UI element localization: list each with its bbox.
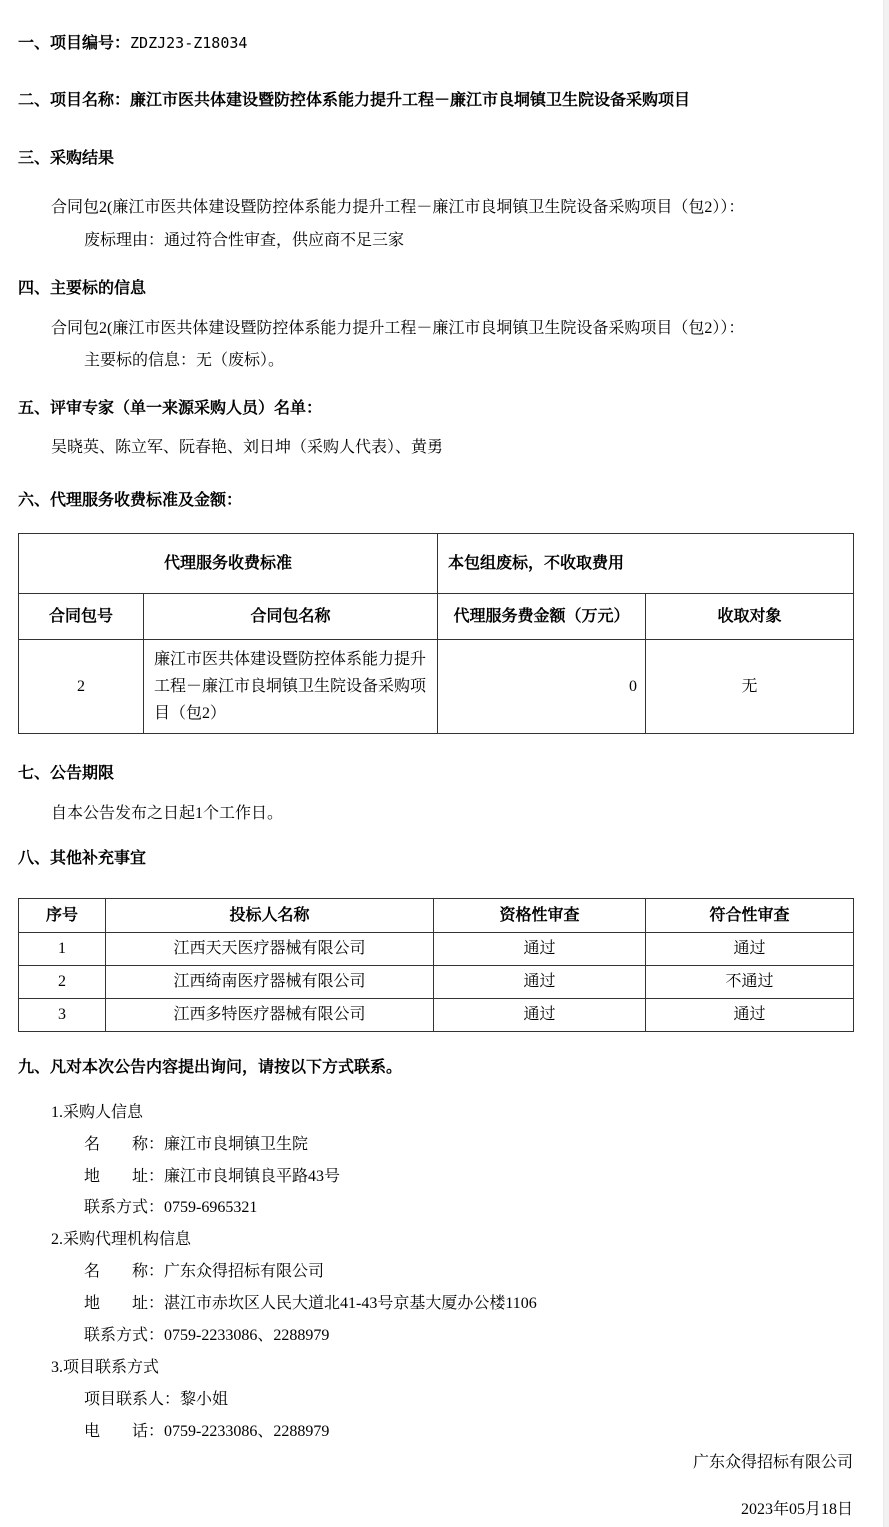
section-3-package-line: 合同包2(廉江市医共体建设暨防控体系能力提升工程－廉江市良垌镇卫生院设备采购项目（包2））：	[51, 199, 745, 216]
announcement-period-text: 自本公告发布之日起1个工作日。	[51, 805, 284, 822]
fee-table-column-header-row	[19, 594, 854, 640]
review-cell-bidder: 江西绮南医疗器械有限公司	[106, 966, 434, 999]
purchaser-phone: 联系方式：0759-6965321	[84, 1199, 258, 1216]
agency-address: 地 址：湛江市赤坎区人民大道北41-43号京基大厦办公楼1106	[84, 1295, 537, 1312]
footer-date: 2023年05月18日	[740, 1501, 853, 1518]
review-cell-qualification: 通过	[434, 999, 646, 1032]
agency-phone: 联系方式：0759-2233086、2288979	[84, 1327, 330, 1344]
review-cell-bidder: 江西多特医疗器械有限公司	[106, 999, 434, 1032]
section-2-heading: 二、项目名称：廉江市医共体建设暨防控体系能力提升工程－廉江市良垌镇卫生院设备采购项目	[18, 92, 691, 109]
fee-col-package-no: 合同包号	[19, 594, 144, 640]
section-7-heading: 七、公告期限	[18, 765, 115, 782]
fee-standard-header-cell: 代理服务收费标准	[19, 534, 438, 594]
fee-cell-charge-target: 无	[646, 640, 854, 734]
review-col-no: 序号	[19, 899, 106, 933]
agency-fee-table	[18, 533, 854, 734]
project-number-value: ZDZJ23-Z18034	[130, 34, 248, 52]
bidder-review-table	[18, 898, 854, 1032]
review-table-row	[19, 966, 854, 999]
review-col-conformity: 符合性审查	[646, 899, 854, 933]
project-number-label: 一、项目编号：	[18, 35, 131, 52]
section-6-heading: 六、代理服务收费标准及金额：	[18, 492, 243, 509]
fee-cell-package-no: 2	[19, 640, 144, 734]
review-col-bidder: 投标人名称	[106, 899, 434, 933]
agency-info-title: 2.采购代理机构信息	[51, 1231, 192, 1248]
section-4-heading: 四、主要标的信息	[18, 280, 147, 297]
section-3-heading: 三、采购结果	[18, 150, 115, 167]
review-cell-conformity: 通过	[646, 999, 854, 1032]
section-5-heading: 五、评审专家（单一来源采购人员）名单：	[18, 400, 323, 417]
purchaser-name: 名 称：廉江市良垌镇卫生院	[84, 1136, 309, 1153]
section-4-package-line: 合同包2(廉江市医共体建设暨防控体系能力提升工程－廉江市良垌镇卫生院设备采购项目（包2））：	[51, 320, 745, 337]
agency-name: 名 称：广东众得招标有限公司	[84, 1263, 325, 1280]
purchaser-address: 地 址：廉江市良垌镇良平路43号	[84, 1168, 341, 1185]
fee-table-merged-header-row	[19, 534, 854, 594]
fee-col-package-name: 合同包名称	[144, 594, 438, 640]
review-cell-conformity: 通过	[646, 933, 854, 966]
footer-agency-signature: 广东众得招标有限公司	[692, 1454, 853, 1471]
fee-col-charge-target: 收取对象	[646, 594, 854, 640]
review-table-header-row	[19, 899, 854, 933]
review-cell-no: 2	[19, 966, 106, 999]
review-cell-no: 1	[19, 933, 106, 966]
project-contact-phone: 电 话：0759-2233086、2288979	[84, 1423, 330, 1440]
fee-cell-amount: 0	[438, 640, 646, 734]
section-8-heading: 八、其他补充事宜	[18, 850, 147, 867]
section-9-heading: 九、凡对本次公告内容提出询问，请按以下方式联系。	[18, 1059, 403, 1076]
fee-cell-package-name: 廉江市医共体建设暨防控体系能力提升工程－廉江市良垌镇卫生院设备采购项目（包2）	[144, 640, 438, 734]
fee-note-header-cell: 本包组废标，不收取费用	[438, 534, 854, 594]
review-cell-no: 3	[19, 999, 106, 1032]
section-3-reject-reason: 废标理由：通过符合性审查，供应商不足三家	[84, 232, 405, 249]
fee-table-data-row	[19, 640, 854, 734]
review-cell-bidder: 江西天天医疗器械有限公司	[106, 933, 434, 966]
fee-col-amount: 代理服务费金额（万元）	[438, 594, 646, 640]
expert-name-list: 吴晓英、陈立军、阮春艳、刘日坤（采购人代表）、黄勇	[51, 439, 444, 456]
review-table-row	[19, 933, 854, 966]
review-table-row	[19, 999, 854, 1032]
section-1-heading	[18, 33, 853, 54]
project-contact-person: 项目联系人：黎小姐	[84, 1391, 229, 1408]
project-contact-title: 3.项目联系方式	[51, 1359, 160, 1376]
purchaser-info-title: 1.采购人信息	[51, 1104, 144, 1121]
scrollbar-track[interactable]	[883, 0, 889, 1527]
review-cell-qualification: 通过	[434, 966, 646, 999]
section-4-subject-info: 主要标的信息：无（废标）。	[84, 352, 285, 369]
review-cell-conformity: 不通过	[646, 966, 854, 999]
review-col-qualification: 资格性审查	[434, 899, 646, 933]
review-cell-qualification: 通过	[434, 933, 646, 966]
